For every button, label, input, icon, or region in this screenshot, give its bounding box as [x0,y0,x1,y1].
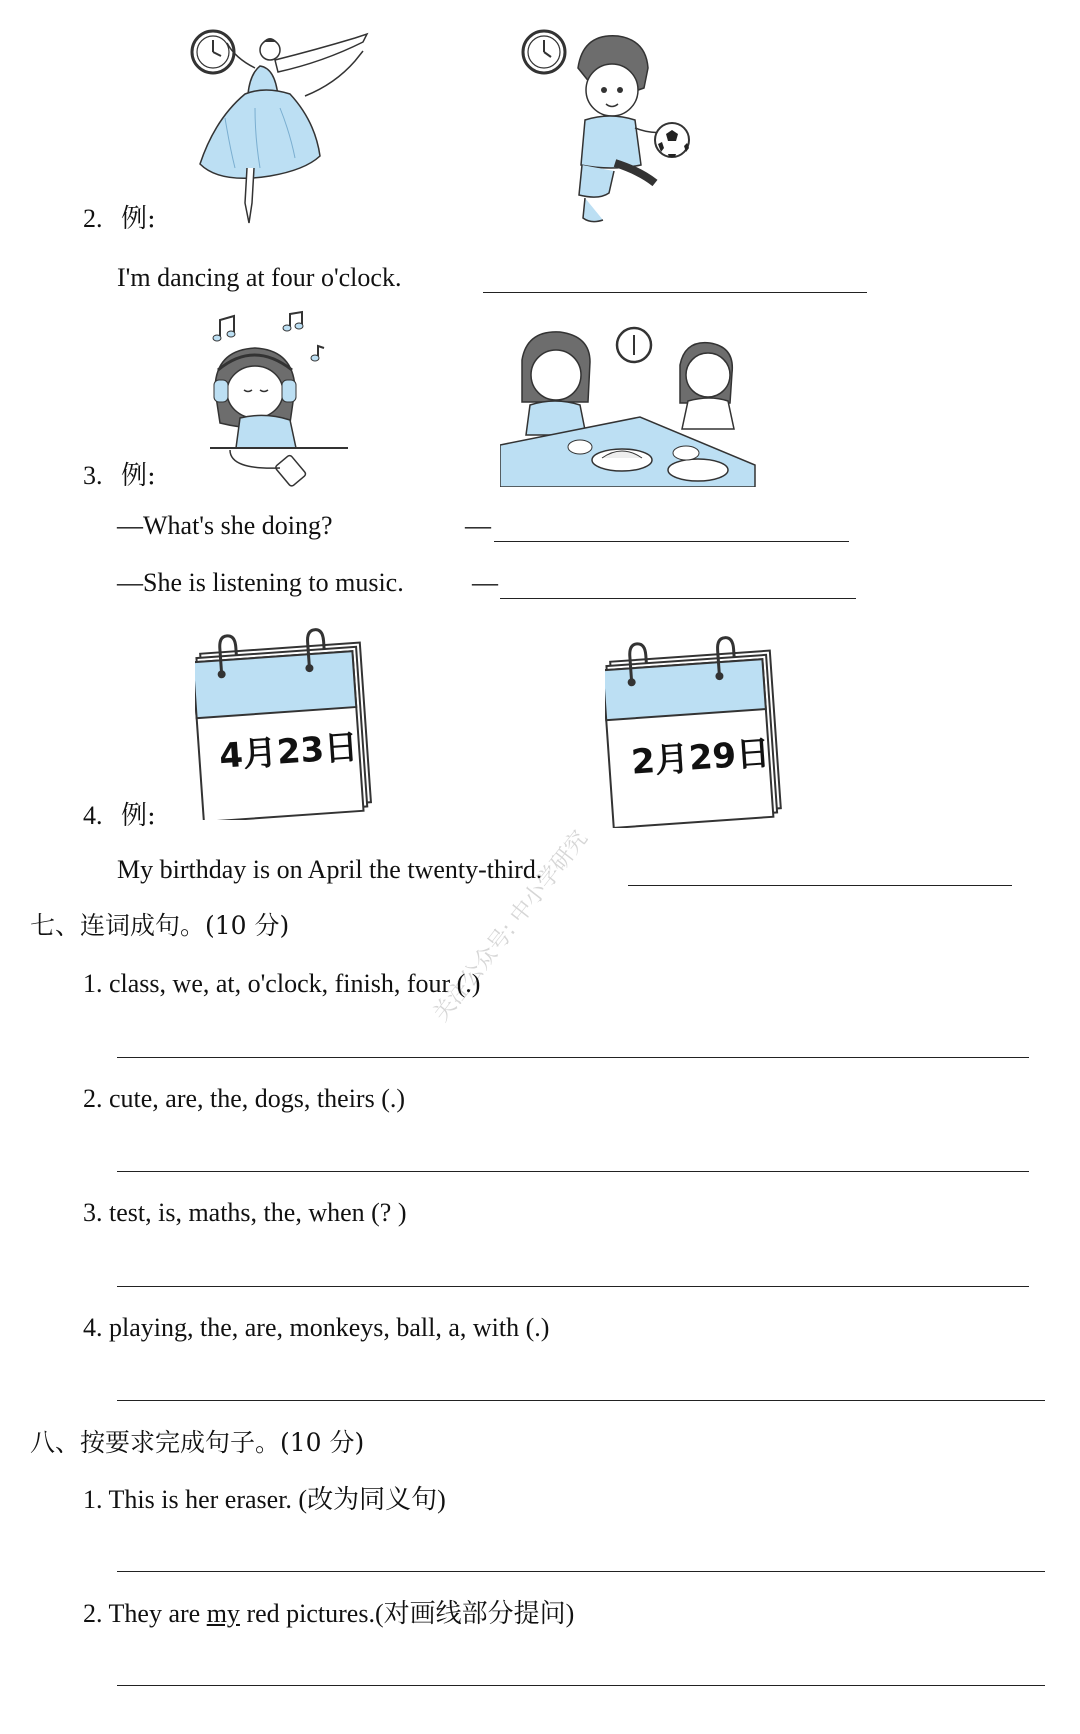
section-7-item-1: 1. class, we, at, o'clock, finish, four (.) [83,969,481,998]
clock-icon [192,31,234,73]
clock-icon [523,31,565,73]
section-7-item-4: 4. playing, the, are, monkeys, ball, a, with (.) [83,1313,550,1342]
section-8-item-2-underlined: my [206,1599,240,1628]
q4-example-sentence: My birthday is on April the twenty-third. [117,855,543,884]
section-7-heading: 七、连词成句。(10 分) [30,911,290,940]
music-note-icon [283,312,303,331]
q3-answer-dash-2: — [472,568,498,597]
section-7-answer-line-3[interactable] [117,1286,1029,1287]
calendar-february-29 [605,628,785,828]
q3-example-answer: —She is listening to music. [117,568,404,597]
q2-example-sentence: I'm dancing at four o'clock. [117,263,402,292]
calendar-april-23 [195,620,375,820]
section-8-heading: 八、按要求完成句子。(10 分) [30,1428,365,1457]
clock-icon [617,328,651,362]
section-8-answer-line-1[interactable] [117,1571,1045,1572]
q2-number: 2. [83,204,103,233]
music-note-icon [213,316,235,341]
boy-football-clock-picture [520,28,695,233]
section-7-item-3: 3. test, is, maths, the, when (? ) [83,1198,407,1227]
q3-example-label: 例: [121,461,156,491]
calendar-1-date: 4月23日 [218,727,360,777]
q2-answer-line[interactable] [483,292,867,293]
q4-example-label: 例: [121,801,156,831]
section-8-item-1: 1. This is her eraser. (改为同义句) [83,1485,446,1514]
ballerina-clock-picture [185,28,395,233]
q4-number: 4. [83,801,103,830]
watermark: 关注公众号: 中小学研究 [428,826,593,1027]
q3-answer-dash-1: — [465,511,491,540]
q4-answer-line[interactable] [628,885,1012,886]
section-7-item-2: 2. cute, are, the, dogs, theirs (.) [83,1084,406,1113]
section-8-item-2-after: red pictures.(对画线部分提问) [239,1599,575,1628]
q3-example-question: —What's she doing? [117,511,333,540]
music-note-icon [311,346,324,361]
girl-listening-music-picture [200,310,355,490]
calendar-2-date: 2月29日 [630,733,772,783]
q2-example-label: 例: [121,204,156,234]
section-8-item-2 [83,1598,574,1630]
q3-answer-line-2[interactable] [500,598,856,599]
section-8-item-2-before: 2. They are [83,1599,207,1628]
q3-answer-line-1[interactable] [494,541,849,542]
section-8-answer-line-2[interactable] [117,1685,1045,1686]
girls-eating-table-picture [500,325,762,487]
football-icon [655,123,689,157]
section-7-answer-line-2[interactable] [117,1171,1029,1172]
section-7-answer-line-1[interactable] [117,1057,1029,1058]
section-7-answer-line-4[interactable] [117,1400,1045,1401]
q3-number: 3. [83,461,103,490]
